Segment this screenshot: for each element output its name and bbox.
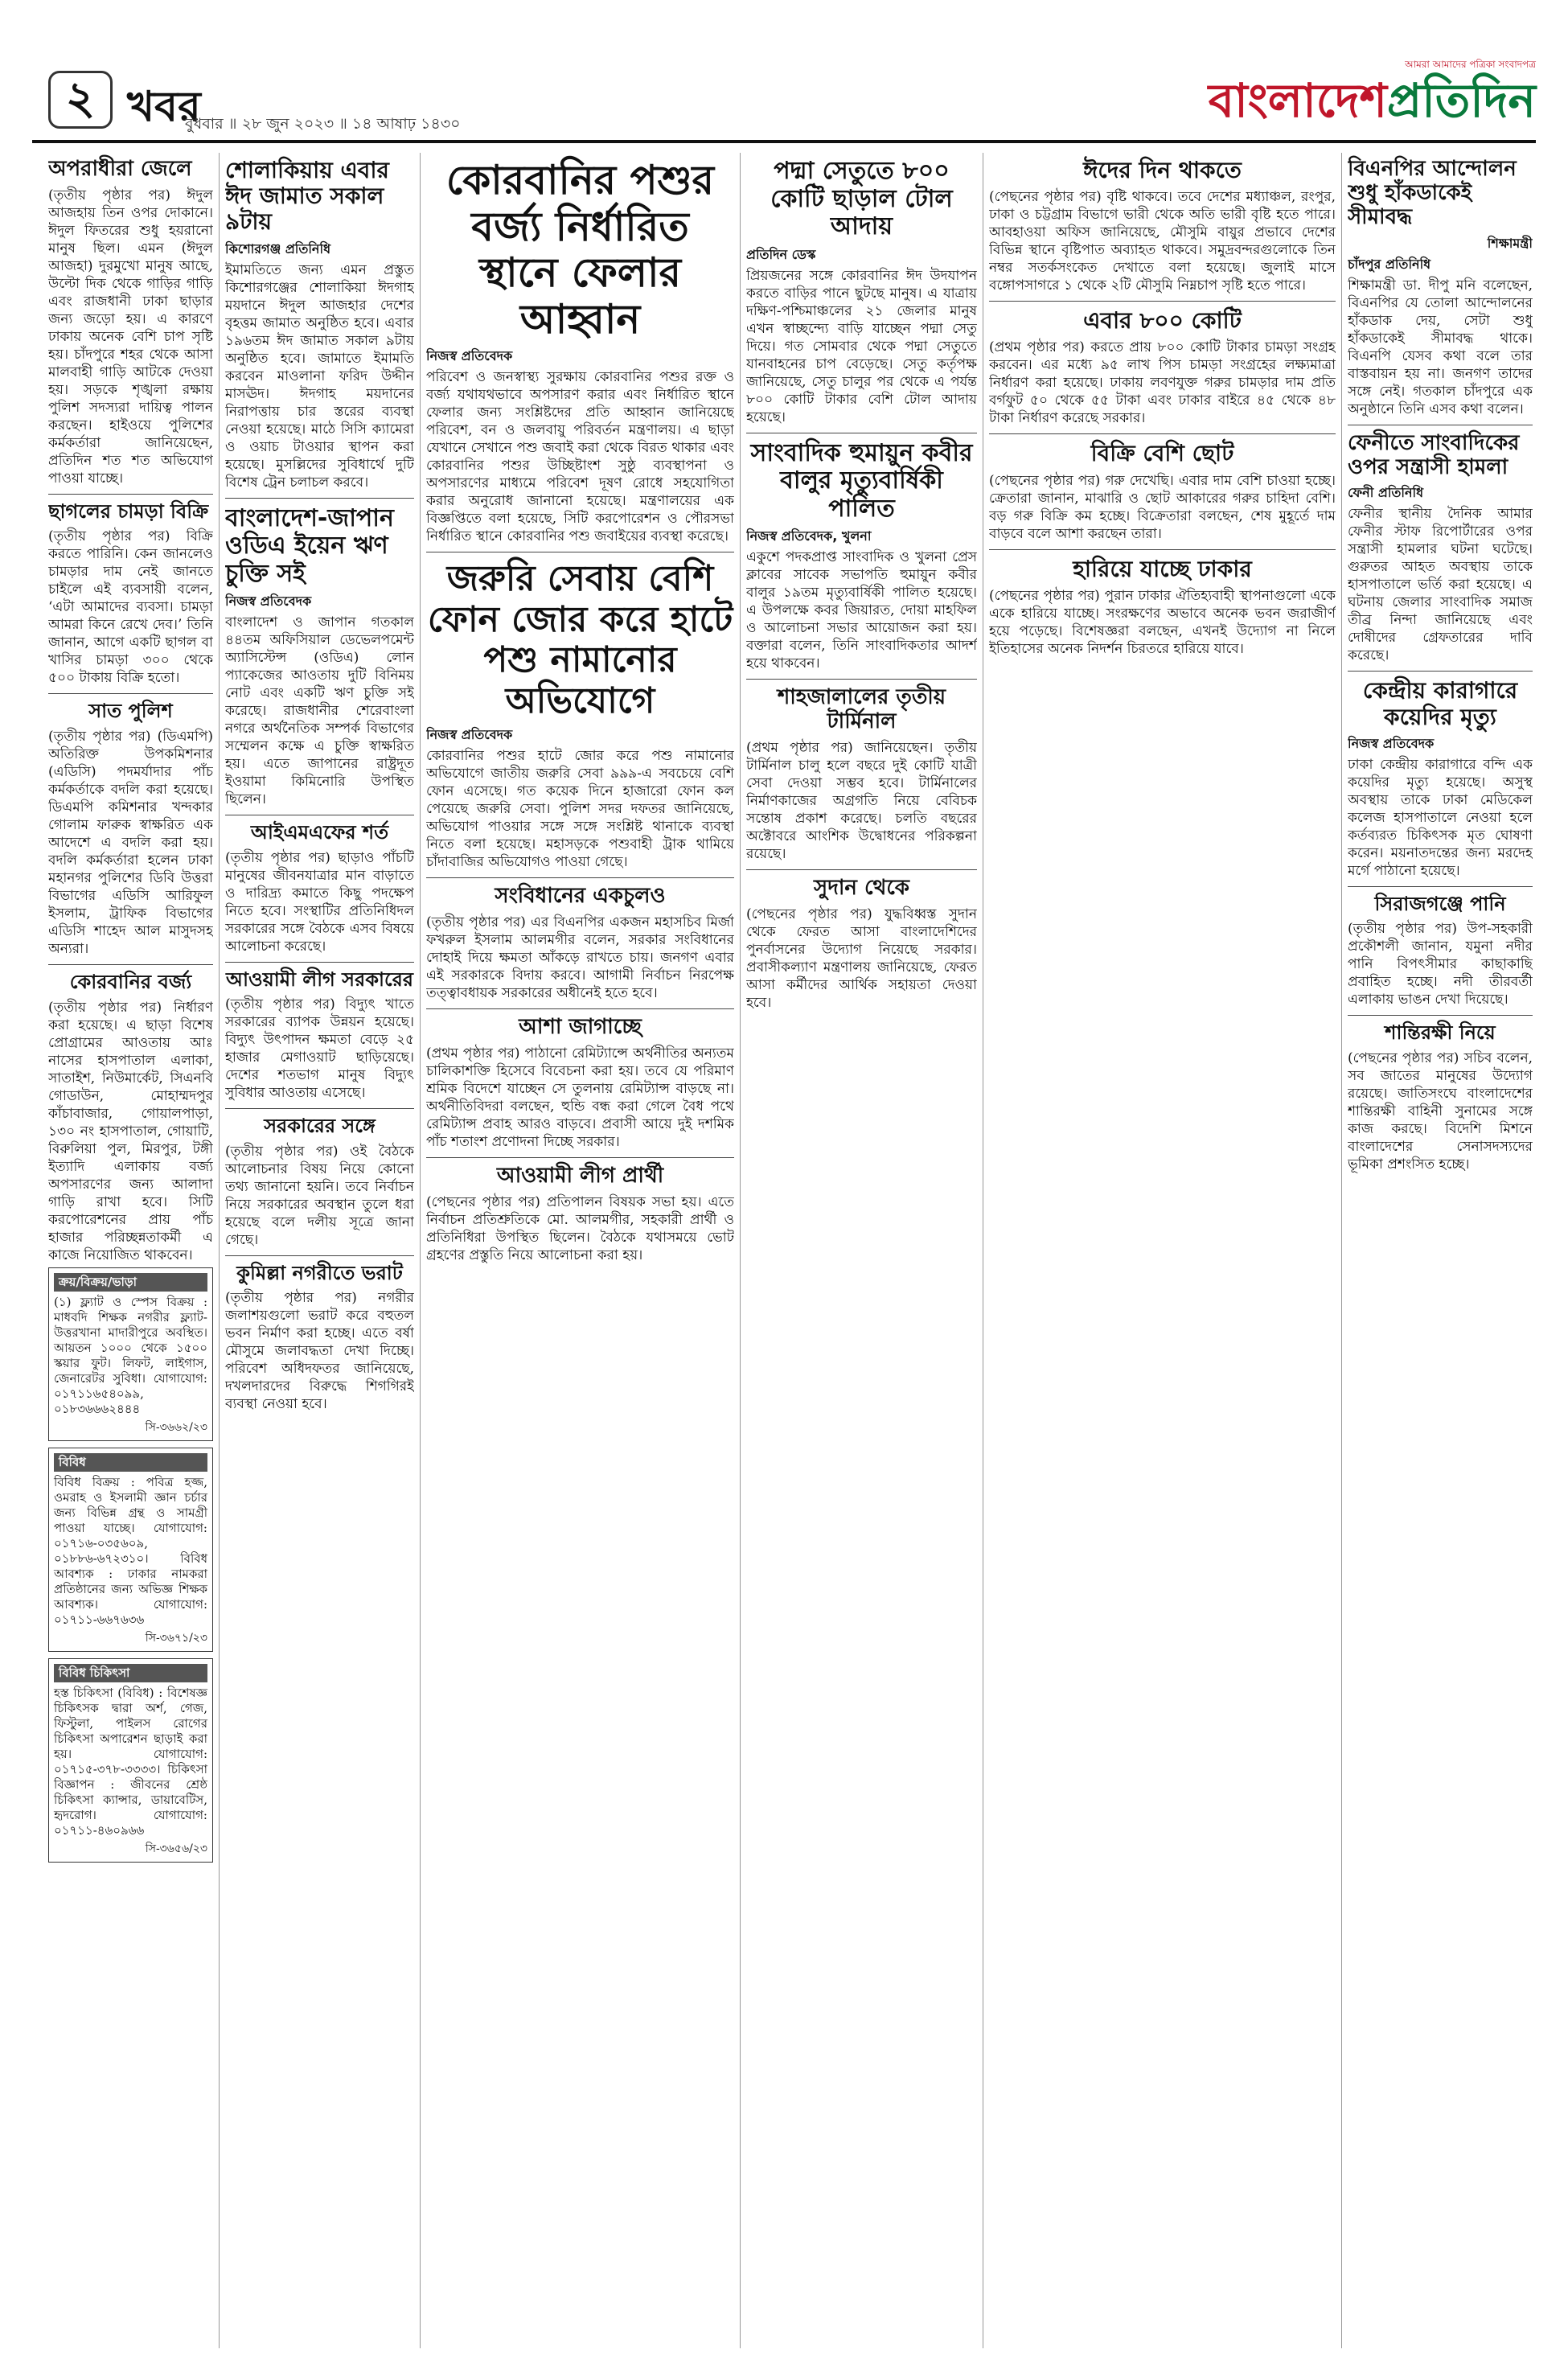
divider xyxy=(426,877,734,878)
headline: ফেনীতে সাংবাদিকের ওপর সন্ত্রাসী হামলা xyxy=(1348,430,1520,479)
classified-ref: সি-৩৬৫৬/২৩ xyxy=(145,1842,207,1855)
article-body: (পেছনের পৃষ্ঠার পর) সচিব বলেন, সব জাতের মানুষের উদ্যোগ রয়েছে। জাতিসংঘে বাংলাদেশের শান্তিরক্ষী বাহিনী সুনামের সঙ্গে কাজ করছে। বিদেশি মিশনে বাংলাদেশের সেনাসদস্যদের ভূমিকা প্রশংসিত হচ্ছে। xyxy=(1348,1050,1533,1173)
kicker: শিক্ষামন্ত্রী xyxy=(1487,235,1533,251)
column-divider xyxy=(420,153,421,2348)
classified-heading: বিবিধ xyxy=(54,1453,207,1472)
divider xyxy=(989,433,1336,434)
headline: বিক্রি বেশি ছোট xyxy=(1090,440,1234,467)
divider xyxy=(426,1008,734,1009)
headline: সংবিধানের একচুলও xyxy=(495,884,666,909)
classified-ad xyxy=(48,1658,213,1863)
classified-ad xyxy=(48,1267,213,1441)
article-body: (তৃতীয় পৃষ্ঠার পর) (ডিএমপি) অতিরিক্ত উপকমিশনার (এডিসি) পদমর্যাদার পাঁচ কর্মকর্তাকে বদলি করা হয়েছে। ডিএমপি কমিশনার খন্দকার গোলাম ফারুক স্বাক্ষরিত এক আদেশে এ বদলি করা হয়। বদলি কর্মকর্তারা হলেন ঢাকা মহানগর পুলিশের ডিবি উত্তরা বিভাগের এডিসি আরিফুল ইসলাম, ট্রাফিক বিভাগের এডিসি শাহেদ আল মাসুদসহ অন্যরা। xyxy=(48,729,213,958)
brand-name-part2: প্রতিদিন xyxy=(1386,73,1536,128)
article-body: (পেছনের পৃষ্ঠার পর) গরু দেখেছি। এবার দাম বেশি চাওয়া হচ্ছে। ক্রেতারা জানান, মাঝারি ও ছোট আকারের গরুর চাহিদা বেশি। বড় গরু বিক্রি কম হচ্ছে। বিক্রেতারা বলছেন, শেষ মুহূর্তে দাম বাড়বে বলে আশা করছেন তারা। xyxy=(989,472,1336,542)
divider xyxy=(48,494,213,495)
classified-heading: বিবিধ চিকিৎসা xyxy=(54,1664,207,1682)
section-name: খবর xyxy=(127,83,201,131)
headline: সাত পুলিশ xyxy=(88,700,173,723)
divider xyxy=(426,1157,734,1158)
classified-heading: ক্রয়/বিক্রয়/ভাড়া xyxy=(54,1273,207,1292)
headline: আওয়ামী লীগ প্রার্থী xyxy=(496,1164,664,1189)
article-body: (পেছনের পৃষ্ঠার পর) পুরান ঢাকার ঐতিহ্যবাহী স্থাপনাগুলো একে একে হারিয়ে যাচ্ছে। সংরক্ষণের অভাবে অনেক ভবন জরাজীর্ণ হয়ে পড়েছে। বিশেষজ্ঞরা বলছেন, এখনই উদ্যোগ না নিলে ইতিহাসের অনেক নিদর্শন চিরতরে হারিয়ে যাবে। xyxy=(989,587,1336,657)
column-6 xyxy=(1348,153,1533,2356)
column-4 xyxy=(746,153,977,2356)
classified-body: বিবিধ বিক্রয় : পবিত্র হজ্জ, ওমরাহ ও ইসলামী জ্ঞান চর্চার জন্য বিভিন্ন গ্রন্থ ও সামগ্রী পাওয়া যাচ্ছে। যোগাযোগ: ০১৭১৬-০৩৫৬০৯, ০১৮৮৬-৬৭২৩১০। বিবিধ আবশ্যক : ঢাকার নামকরা প্রতিষ্ঠানের জন্য অভিজ্ঞ শিক্ষক আবশ্যক। যোগাযোগ: ০১৭১১-৬৬৭৬৩৬ xyxy=(54,1474,207,1627)
article-body: (তৃতীয় পৃষ্ঠার পর) উপ-সহকারী প্রকৌশলী জানান, যমুনা নদীর পানি বিপৎসীমার কাছাকাছি প্রবাহিত হচ্ছে। নদী তীরবর্তী এলাকায় ভাঙন দেখা দিয়েছে। xyxy=(1348,921,1533,1008)
headline: সিরাজগঞ্জে পানি xyxy=(1374,892,1506,915)
divider xyxy=(48,964,213,965)
divider xyxy=(1348,886,1533,887)
byline: চাঁদপুর প্রতিনিধি xyxy=(1348,256,1431,272)
headline: সুদান থেকে xyxy=(814,875,909,900)
column-divider xyxy=(740,153,741,2348)
divider xyxy=(989,549,1336,550)
brand-name-part1: বাংলাদেশ xyxy=(1208,73,1387,128)
headline: ছাগলের চামড়া বিক্রি xyxy=(48,499,209,523)
column-2 xyxy=(225,153,414,2356)
article-body: ফেনীর স্থানীয় দৈনিক আমার ফেনীর স্টাফ রিপোর্টারের ওপর সন্ত্রাসী হামলার ঘটনা ঘটেছে। গুরুতর আহত অবস্থায় তাকে হাসপাতালে ভর্তি করা হয়েছে। এ ঘটনায় জেলার সাংবাদিক সমাজ তীব্র নিন্দা জানিয়েছে এবং দোষীদের গ্রেফতারের দাবি করেছে। xyxy=(1348,506,1533,664)
byline: নিজস্ব প্রতিবেদক xyxy=(225,594,312,610)
second-headline: জরুরি সেবায় বেশি ফোন জোর করে হাটে পশু নামানোর অভিযোগে xyxy=(427,558,733,721)
article-body: ইমামতিতে জন্য এমন প্রস্তুত কিশোরগঞ্জের শোলাকিয়া ঈদগাহ ময়দানে ঈদুল আজহার দেশের বৃহত্তম জামাত অনুষ্ঠিত হবে। এবার ১৯৬তম ঈদ জামাত সকাল ৯টায় অনুষ্ঠিত হবে। জামাতে ইমামতি করবেন মাওলানা ফরিদ উদ্দীন মাসঊদ। ঈদগাহ ময়দানের নিরাপত্তায় চার স্তরের ব্যবস্থা নেওয়া হয়েছে। মাঠে সিসি ক্যামেরা ও ওয়াচ টাওয়ার স্থাপন করা হয়েছে। মুসল্লিদের সুবিধার্থে দুটি বিশেষ ট্রেন চলাচল করবে। xyxy=(225,261,414,491)
article-body: ঢাকা কেন্দ্রীয় কারাগারে বন্দি এক কয়েদির মৃত্যু হয়েছে। অসুস্থ অবস্থায় তাকে ঢাকা মেডিকেল কলেজ হাসপাতালে নেওয়া হলে কর্তব্যরত চিকিৎসক মৃত ঘোষণা করেন। ময়নাতদন্তের জন্য মরদেহ মর্গে পাঠানো হয়েছে। xyxy=(1348,756,1533,879)
column-divider xyxy=(219,153,220,2348)
article-body: (তৃতীয় পৃষ্ঠার পর) এর বিএনপির একজন মহাসচিব মির্জা ফখরুল ইসলাম আলমগীর বলেন, সরকার সংবিধানের দোহাই দিয়ে ক্ষমতা আঁকড়ে রাখতে চায়। জনগণ এবার এই সরকারকে বিদায় করবে। আগামী নির্বাচন নিরপেক্ষ তত্ত্বাবধায়ক সরকারের অধীনেই হতে হবে। xyxy=(426,914,734,1002)
article-body: (প্রথম পৃষ্ঠার পর) জানিয়েছেন। তৃতীয় টার্মিনাল চালু হলে বছরে দুই কোটি যাত্রী সেবা দেওয়া সম্ভব হবে। টার্মিনালের নির্মাণকাজের অগ্রগতি নিয়ে বেবিচক সন্তোষ প্রকাশ করেছে। চলতি বছরের অক্টোবরে আংশিক উদ্বোধনের পরিকল্পনা রয়েছে। xyxy=(746,739,977,862)
byline: প্রতিদিন ডেস্ক xyxy=(746,246,816,262)
article-body: একুশে পদকপ্রাপ্ত সাংবাদিক ও খুলনা প্রেস ক্লাবের সাবেক সভাপতি হুমায়ুন কবীর বালুর ১৯তম মৃত্যুবার্ষিকী পালিত হয়েছে। এ উপলক্ষে কবর জিয়ারত, দোয়া মাহফিল ও আলোচনা সভার আয়োজন করা হয়। বক্তারা বলেন, তিনি সাংবাদিকতার আদর্শ হয়ে থাকবেন। xyxy=(746,549,977,672)
article-body: (প্রথম পৃষ্ঠার পর) করতে প্রায় ৮০০ কোটি টাকার চামড়া সংগ্রহ করবেন। এর মধ্যে ৯৫ লাখ পিস চামড়া সংগ্রহের লক্ষ্যমাত্রা নির্ধারণ করা হয়েছে। ঢাকায় লবণযুক্ত গরুর চামড়ার দাম প্রতি বর্গফুট ৫০ থেকে ৫৫ টাকা এবং ঢাকার বাইরে ৪৫ থেকে ৪৮ টাকা নির্ধারণ করেছে সরকার। xyxy=(989,339,1336,427)
divider xyxy=(1348,1015,1533,1016)
headline: অপরাধীরা জেলে xyxy=(48,157,192,181)
headline: ঈদের দিন থাকতে xyxy=(1083,157,1242,183)
headline: আওয়ামী লীগ সরকারের xyxy=(226,967,413,991)
brand-logo xyxy=(1209,58,1536,127)
headline: শাহজালালের তৃতীয় টার্মিনাল xyxy=(777,685,946,733)
headline: পদ্মা সেতুতে ৮০০ কোটি ছাড়াল টোল আদায় xyxy=(770,157,953,240)
headline: আশা জাগাচ্ছে xyxy=(519,1015,642,1040)
brand-tagline: আমরা আমাদের পত্রিকা সংবাদপত্র xyxy=(1405,59,1536,70)
classified-ref: সি-৩৬৭১/২৩ xyxy=(145,1631,207,1645)
article-body: (তৃতীয় পৃষ্ঠার পর) নগরীর জলাশয়গুলো ভরাট করে বহুতল ভবন নির্মাণ করা হচ্ছে। এতে বর্ষা মৌসুমে জলাবদ্ধতা দেখা দিচ্ছে। পরিবেশ অধিদফতর জানিয়েছে, দখলদারদের বিরুদ্ধে শিগগিরই ব্যবস্থা নেওয়া হবে। xyxy=(225,1290,414,1413)
headline: কোরবানির বর্জ্য xyxy=(69,971,192,994)
byline: নিজস্ব প্রতিবেদক xyxy=(426,727,513,743)
byline: নিজস্ব প্রতিবেদক xyxy=(1348,735,1435,751)
article-body: (তৃতীয় পৃষ্ঠার পর) ঈদুল আজহায় তিন ওপর দোকানে। ঈদুল ফিতরের শুধু হয়রানো মানুষ ছিল। এমন (ঈদুল আজহা) দুরমুখো মানুষ আছে, উল্টো দিক থেকে গাড়ির গাড়ি এবং রাজধানী ঢাকা ছাড়ার জন্য জড়ো হয়। এ কারণে ঢাকায় অনেক বেশি চাপ সৃষ্টি হয়। চাঁদপুরে শহর থেকে আসা মালবাহী গাড়ি আটকে দেওয়া হয়। সড়কে শৃঙ্খলা রক্ষায় পুলিশ সদস্যরা দায়িত্ব পালন করছেন। হাইওয়ে পুলিশের কর্মকর্তারা জানিয়েছেন, প্রতিদিন শত শত অভিযোগ পাওয়া যাচ্ছে। xyxy=(48,187,213,487)
headline: শান্তিরক্ষী নিয়ে xyxy=(1385,1021,1496,1045)
headline: সাংবাদিক হুমায়ুন কবীর বালুর মৃত্যুবার্ষিকী পালিত xyxy=(750,438,973,523)
byline: কিশোরগঞ্জ প্রতিনিধি xyxy=(225,240,331,257)
article-body: (তৃতীয় পৃষ্ঠার পর) বিদ্যুৎ খাতে সরকারের ব্যাপক উন্নয়ন হয়েছে। বিদ্যুৎ উৎপাদন ক্ষমতা বেড়ে ২৫ হাজার মেগাওয়াট ছাড়িয়েছে। দেশের শতভাগ মানুষ বিদ্যুৎ সুবিধার আওতায় এসেছে। xyxy=(225,996,414,1102)
article-body: (প্রথম পৃষ্ঠার পর) পাঠানো রেমিট্যান্সে অর্থনীতির অন্যতম চালিকাশক্তি হিসেবে বিবেচনা করা হয়। তবে যে পরিমাণ শ্রমিক বিদেশে যাচ্ছেন সে তুলনায় রেমিট্যান্স বাড়ছে না। অর্থনীতিবিদরা বলছেন, হুন্ডি বন্ধ করা গেলে বৈধ পথে রেমিট্যান্স প্রবাহ আরও বাড়বে। প্রবাসী আয়ে দুই দশমিক পাঁচ শতাংশ প্রণোদনা দিচ্ছে সরকার। xyxy=(426,1045,734,1151)
article-body: বাংলাদেশ ও জাপান গতকাল ৪৪তম অফিসিয়াল ডেভেলপমেন্ট অ্যাসিস্টেন্স (ওডিএ) লোন প্যাকেজের আওতায় দুটি বিনিময় নোট এবং একটি ঋণ চুক্তি সই করেছে। রাজধানীর শেরেবাংলা নগরে অর্থনৈতিক সম্পর্ক বিভাগের সম্মেলন কক্ষে এ চুক্তি স্বাক্ষরিত হয়। এতে জাপানের রাষ্ট্রদূত ইওয়ামা কিমিনোরি উপস্থিত ছিলেন। xyxy=(225,614,414,808)
column-divider xyxy=(1341,153,1342,2348)
headline: কেন্দ্রীয় কারাগারে কয়েদির মৃত্যু xyxy=(1362,677,1518,730)
masthead-rule xyxy=(32,140,1536,143)
page-number: ২ xyxy=(48,71,113,129)
headline: সরকারের সঙ্গে xyxy=(264,1115,376,1138)
article-body: পরিবেশ ও জনস্বাস্থ্য সুরক্ষায় কোরবানির পশুর রক্ত ও বর্জ্য যথাযথভাবে অপসারণ করার এবং নির্ধারিত স্থানে ফেলার জন্য সংশ্লিষ্টদের প্রতি আহ্বান জানিয়েছে পরিবেশ, বন ও জলবায়ু পরিবর্তন মন্ত্রণালয়। এ ছাড়া যেখানে সেখানে পশু জবাই করা থেকে বিরত থাকার এবং কোরবানির পশুর উচ্ছিষ্টাংশ সুষ্ঠু ব্যবস্থাপনা ও অপসারণের মাধ্যমে পরিবেশ দূষণ রোধে সহযোগিতা করার অনুরোধ জানানো হয়েছে। মন্ত্রণালয়ের এক বিজ্ঞপ্তিতে বলা হয়েছে, সিটি করপোরেশন ও পৌরসভা নির্ধারিত স্থানে কোরবানির পশু জবাইয়ের ব্যবস্থা করেছে। xyxy=(426,369,734,544)
lead-headline: কোরবানির পশুর বর্জ্য নির্ধারিত স্থানে ফেলার আহ্বান xyxy=(445,157,715,343)
headline: আইএমএফের শর্ত xyxy=(250,821,389,844)
article-body: প্রিয়জনের সঙ্গে কোরবানির ঈদ উদযাপন করতে বাড়ির পানে ছুটছে মানুষ। এ যাত্রায় দক্ষিণ-পশ্চিমাঞ্চলের ২১ জেলার মানুষ এখন স্বাচ্ছন্দ্যে বাড়ি যাচ্ছেন পদ্মা সেতু দিয়ে। গত সোমবার থেকে পদ্মা সেতুতে যানবাহনের চাপ বেড়েছে। সেতু কর্তৃপক্ষ জানিয়েছে, সেতু চালুর পর থেকে এ পর্যন্ত ৮০০ কোটি টাকার বেশি টোল আদায় হয়েছে। xyxy=(746,267,977,425)
byline: নিজস্ব প্রতিবেদক, খুলনা xyxy=(746,528,872,544)
headline: বাংলাদেশ-জাপান ওডিএ ইয়েন ঋণ চুক্তি সই xyxy=(225,503,394,588)
divider xyxy=(225,1108,414,1109)
article-body: (তৃতীয় পৃষ্ঠার পর) বিক্রি করতে পারিনি। কেন জানলেও চামড়ার দাম নেই জানতে চাইলে এই ব্যবসায়ী বলেন, ‘এটা আমাদের ব্যবসা। চামড়া আমরা কিনে রেখে দেব।’ তিনি জানান, আগে একটি ছাগল বা খাসির চামড়া ৩০০ থেকে ৫০০ টাকায় বিক্রি হতো। xyxy=(48,528,213,687)
article-body: (পেছনের পৃষ্ঠার পর) বৃষ্টি থাকবে। তবে দেশের মধ্যাঞ্চল, রংপুর, ঢাকা ও চট্টগ্রাম বিভাগে ভারী থেকে অতি ভারী বৃষ্টি হতে পারে। আবহাওয়া অফিস জানিয়েছে, মৌসুমি বায়ুর প্রভাবে দেশের বিভিন্ন স্থানে বৃষ্টিপাত অব্যাহত থাকবে। সমুদ্রবন্দরগুলোকে তিন নম্বর সতর্কসংকেত দেখাতে বলা হয়েছে। জুলাই মাসে বঙ্গোপসাগরে ১ থেকে ২টি মৌসুমি নিম্নচাপ সৃষ্টি হতে পারে। xyxy=(989,189,1336,294)
headline: বিএনপির আন্দোলন শুধু হাঁকডাকেই সীমাবদ্ধ xyxy=(1348,157,1517,229)
article-body: (পেছনের পৃষ্ঠার পর) প্রতিপালন বিষয়ক সভা হয়। এতে নির্বাচন প্রতিশ্রুতিকে মো. আলমগীর, সহকারী প্রার্থী ও প্রতিনিধিরা উপস্থিত ছিলেন। বৈঠকে যথাসময়ে ভোট গ্রহণের প্রস্তুতি নিয়ে আলোচনা করা হয়। xyxy=(426,1194,734,1264)
classified-body: (১) ফ্ল্যাট ও স্পেস বিক্রয় : মাধবদি শিক্ষক নগরীর ফ্ল্যাট-উত্তরখানা মাদারীপুরে অবস্থিত। আয়তন ১০০০ থেকে ১৫০০ স্কয়ার ফুট। লিফট, লাইগাস, জেনারেটর সুবিধা। যোগাযোগ: ০১৭১১৬৫৪০৯৯, ০১৮৩৬৬৬২৪৪৪ xyxy=(54,1294,207,1416)
headline: হারিয়ে যাচ্ছে ঢাকার xyxy=(1073,555,1252,582)
divider xyxy=(48,693,213,694)
column-1 xyxy=(48,153,213,2356)
divider xyxy=(746,679,977,680)
article-body: (তৃতীয় পৃষ্ঠার পর) ওই বৈঠকে আলোচনার বিষয় নিয়ে কোনো তথ্য জানানো হয়নি। তবে নির্বাচন নিয়ে সরকারের অবস্থান তুলে ধরা হয়েছে বলে দলীয় সূত্রে জানা গেছে। xyxy=(225,1143,414,1248)
dateline: বুধবার ॥ ২৮ জুন ২০২৩ ॥ ১৪ আষাঢ় ১৪৩০ xyxy=(185,115,461,133)
classified-body: হস্ত চিকিৎসা (বিবিধ) : বিশেষজ্ঞ চিকিৎসক দ্বারা অর্শ, গেজ, ফিস্টুলা, পাইলস রোগের চিকিৎসা অপারেশন ছাড়াই করা হয়। যোগাযোগ: ০১৭১৫-৩৭৮-৩৩৩৩। চিকিৎসা বিজ্ঞাপন : জীবনের শ্রেষ্ঠ চিকিৎসা ক্যান্সার, ডায়াবেটিস, হৃদরোগ। যোগাযোগ: ০১৭১১-৪৬০৯৬৬ xyxy=(54,1685,207,1838)
divider xyxy=(746,869,977,870)
column-3 xyxy=(426,153,734,2356)
article-body: (পেছনের পৃষ্ঠার পর) যুদ্ধবিধ্বস্ত সুদান থেকে ফেরত আসা বাংলাদেশিদের পুনর্বাসনের উদ্যোগ নিয়েছে সরকার। প্রবাসীকল্যাণ মন্ত্রণালয় জানিয়েছে, ফেরত আসা কর্মীদের আর্থিক সহায়তা দেওয়া হবে। xyxy=(746,906,977,1011)
byline: নিজস্ব প্রতিবেদক xyxy=(426,348,513,363)
headline: এবার ৮০০ কোটি xyxy=(1083,307,1242,335)
divider xyxy=(225,498,414,499)
classified-ref: সি-৩৬৬২/২৩ xyxy=(145,1420,207,1434)
brand-name xyxy=(1209,74,1536,127)
headline: শোলাকিয়ায় এবার ঈদ জামাত সকাল ৯টায় xyxy=(225,157,389,236)
divider xyxy=(1348,671,1533,672)
classified-ad xyxy=(48,1448,213,1652)
article-body: শিক্ষামন্ত্রী ডা. দীপু মনি বলেছেন, বিএনপির যে তোলা আন্দোলনের হাঁকডাক দেয়, সেটা শুধু হাঁকডাকেই সীমাবদ্ধ থাকে। বিএনপি যেসব কথা বলে তার বাস্তবায়ন হয় না। জনগণ তাদের সঙ্গে নেই। গতকাল চাঁদপুরে এক অনুষ্ঠানে তিনি এসব কথা বলেন। xyxy=(1348,277,1533,417)
column-5 xyxy=(989,153,1336,2356)
divider xyxy=(225,962,414,963)
article-body: (তৃতীয় পৃষ্ঠার পর) ছাড়াও পাঁচটি মানুষের জীবনযাত্রার মান বাড়াতে ও দারিদ্র্য কমাতে কিছু পদক্ষেপ নিতে হবে। সংস্থাটির প্রতিনিধিদল সরকারের সঙ্গে বৈঠকে এসব বিষয়ে আলোচনা করেছে। xyxy=(225,849,414,955)
divider xyxy=(225,1255,414,1256)
byline: ফেনী প্রতিনিধি xyxy=(1348,485,1424,501)
divider xyxy=(989,301,1336,302)
article-body: (তৃতীয় পৃষ্ঠার পর) নির্ধারণ করা হয়েছে। এ ছাড়া বিশেষ প্রোগ্রামের আওতায় আঃ নাসের হাসপাতাল এলাকা, সাতাইশ, নিউমার্কেট, সিএনবি গোডাউন, মোহাম্মদপুর কাঁচাবাজার, গোয়ালপাড়া, ১৩০ নং হাসপাতাল, গোয়াটি, বিরুলিয়া পুল, মিরপুর, টঙ্গী ইত্যাদি এলাকায় বর্জ্য অপসারণের জন্য আলাদা গাড়ি রাখা হবে। সিটি করপোরেশনের প্রায় পাঁচ হাজার পরিচ্ছন্নতাকর্মী এ কাজে নিয়োজিত থাকবেন। xyxy=(48,999,213,1263)
headline: কুমিল্লা নগরীতে ভরাট xyxy=(236,1261,403,1284)
article-body: কোরবানির পশুর হাটে জোর করে পশু নামানোর অভিযোগে জাতীয় জরুরি সেবা ৯৯৯-এ সবচেয়ে বেশি ফোন এসেছে। গত কয়েক দিনে হাজারো ফোন কল পেয়েছে জরুরি সেবা। পুলিশ সদর দফতর জানিয়েছে, অভিযোগ পাওয়ার সঙ্গে সঙ্গে সংশ্লিষ্ট থানাকে ব্যবস্থা নিতে বলা হয়েছে। মহাসড়কে পশুবাহী ট্রাক থামিয়ে চাঁদাবাজির অভিযোগও পাওয়া গেছে। xyxy=(426,748,734,871)
